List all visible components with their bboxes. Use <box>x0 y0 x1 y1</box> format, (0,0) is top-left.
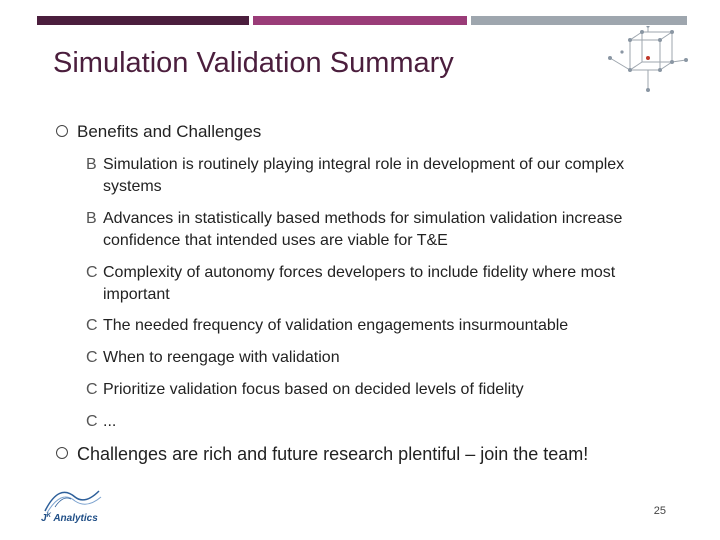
circle-bullet-icon <box>56 125 68 137</box>
bullet-marker: C <box>86 264 98 281</box>
bullet-text: ... <box>103 413 117 430</box>
bullet-text: When to reengage with validation <box>103 349 340 366</box>
circle-bullet-icon <box>56 447 68 459</box>
bullet-text: Complexity of autonomy forces developers to include fidelity where most important <box>103 264 616 303</box>
header-bar-gray <box>471 16 687 25</box>
bullet-text: The needed frequency of validation engagements insurmountable <box>103 317 569 334</box>
header-bar-dark <box>37 16 249 25</box>
bullet-marker: C <box>86 317 98 334</box>
header-bar-purple <box>253 16 467 25</box>
bullet-marker: B <box>86 210 97 227</box>
bullet-marker: C <box>86 349 98 366</box>
network-cube-icon <box>608 26 690 94</box>
bullet-text: Advances in statistically based methods for simulation validation increase confidence that intended uses are viable for T&E <box>103 210 623 249</box>
bullet-marker: C <box>86 381 98 398</box>
svg-text:JK Analytics: $J^K$ Analytics <box>41 513 98 524</box>
bullet-level1 <box>56 122 261 142</box>
bullet-text: Benefits and Challenges <box>77 122 262 141</box>
bullet-text: Challenges are rich and future research plentiful – join the team! <box>77 444 589 464</box>
bullet-level1 <box>56 444 588 465</box>
bullet-text: Simulation is routinely playing integral role in development of our complex systems <box>103 156 625 195</box>
page-number: 25 <box>653 505 666 517</box>
slide-title: Simulation Validation Summary <box>53 47 454 79</box>
company-logo <box>37 485 107 525</box>
bullet-text: Prioritize validation focus based on decided levels of fidelity <box>103 381 524 398</box>
bullet-marker: B <box>86 156 97 173</box>
bullet-marker: C <box>86 413 98 430</box>
